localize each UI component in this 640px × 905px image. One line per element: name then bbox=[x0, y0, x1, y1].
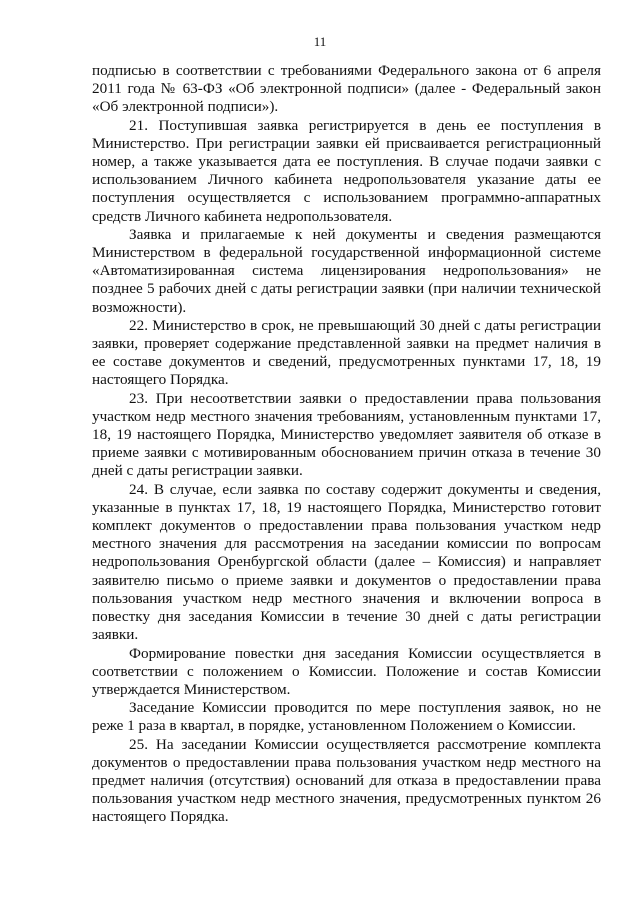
paragraph-22: 22. Министерство в срок, не превышающий 30 дней с даты регистрации заявки, проверяет содержание представленной заявки на предмет наличия в ее составе документов и сведений, предусмотренных пунктами 17, 18, 19 настоящего Порядка. bbox=[92, 316, 601, 389]
paragraph-21: 21. Поступившая заявка регистрируется в день ее поступления в Министерство. При регистрации заявки ей присваивается регистрационный номер, а также указывается дата ее поступления. В случае подачи заявки с использованием Личного кабинета недропользователя указание даты ее поступления осуществляется с использованием программно-аппаратных средств Личного кабинета недропользователя. bbox=[92, 116, 601, 225]
page-number: 11 bbox=[313, 34, 327, 49]
paragraph-24: 24. В случае, если заявка по составу содержит документы и сведения, указанные в пунктах 17, 18, 19 настоящего Порядка, Министерство готовит комплект документов о предоставлении права пользования участком недр местного значения для рассмотрения на заседании комиссии по вопросам недропользования Оренбургской области (далее – Комиссия) и направляет заявителю письмо о приеме заявки и документов о предоставлении права пользования участком недр местного значения и включении вопроса в повестку дня заседания Комиссии в течение 30 дней с даты регистрации заявки. bbox=[92, 480, 601, 644]
paragraph-23: 23. При несоответствии заявки о предоставлении права пользования участком недр местного значения требованиям, установленным пунктами 17, 18, 19 настоящего Порядка, Министерство уведомляет заявителя об отказе в приеме заявки с мотивированным обоснованием причин отказа в течение 30 дней с даты регистрации заявки. bbox=[92, 389, 601, 480]
paragraph-21-placement: Заявка и прилагаемые к ней документы и сведения размещаются Министерством в федеральной государственной информационной системе «Автоматизированная система лицензирования недропользования» не позднее 5 рабочих дней с даты регистрации заявки (при наличии технической возможности). bbox=[92, 225, 601, 316]
paragraph-continuation: подписью в соответствии с требованиями Федерального закона от 6 апреля 2011 года № 63-ФЗ «Об электронной подписи» (далее - Федеральный закон «Об электронной подписи»). bbox=[92, 62, 601, 116]
document-body bbox=[92, 62, 601, 827]
paragraph-24-agenda: Формирование повестки дня заседания Комиссии осуществляется в соответствии с положением о Комиссии. Положение и состав Комиссии утверждается Министерством. bbox=[92, 644, 601, 698]
paragraph-24-meetings: Заседание Комиссии проводится по мере поступления заявок, но не реже 1 раза в квартал, в порядке, установленном Положением о Комиссии. bbox=[92, 699, 601, 735]
paragraph-25: 25. На заседании Комиссии осуществляется рассмотрение комплекта документов о предоставлении права пользования участком недр местного на предмет наличия (отсутствия) оснований для отказа в предоставлении права пользования участком недр местного значения, предусмотренных пунктом 26 настоящего Порядка. bbox=[92, 735, 601, 826]
